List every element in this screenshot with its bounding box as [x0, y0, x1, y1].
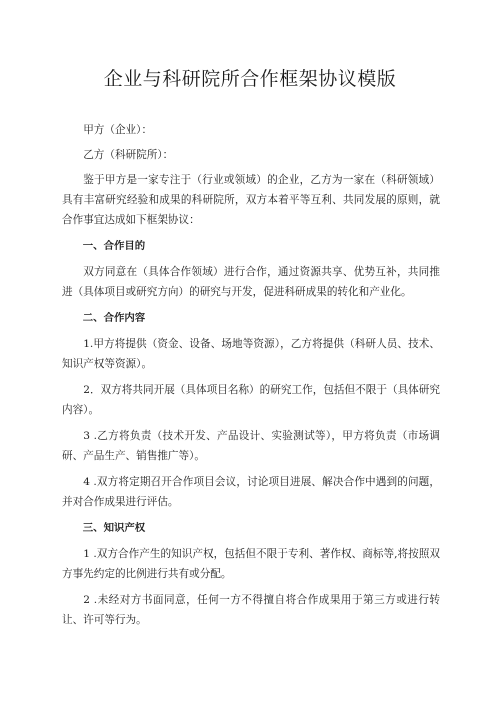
section-paragraph: 2 .未经对方书面同意，任何一方不得擅自将合作成果用于第三方或进行转让、许可等行为。: [62, 594, 440, 626]
section-heading: 二、合作内容: [82, 312, 146, 324]
document-body: [62, 120, 440, 636]
section-paragraph: 1.甲方将提供（资金、设备、场地等资源），乙方将提供（科研人员、技术、知识产权等资源）。: [62, 338, 440, 370]
section-paragraph: 3 .乙方将负责（技术开发、产品设计、实验测试等），甲方将负责（市场调研、产品生产、销售推广等）。: [62, 430, 440, 462]
section-paragraph: 1 .双方合作产生的知识产权，包括但不限于专利、著作权、商标等,将按照双方事先约定的比例进行共有或分配。: [62, 548, 440, 580]
preamble-paragraph: 鉴于甲方是一家专注于（行业或领域）的企业，乙方为一家在（科研领域）具有丰富研究经验和成果的科研院所，双方本着平等互利、共同发展的原则，就合作事宜达成如下框架协议：: [62, 174, 440, 226]
document-title: 企业与科研院所合作框架协议模版: [103, 68, 397, 90]
section-purpose: [62, 236, 440, 302]
section-ip: [62, 518, 440, 630]
party-a-line: 甲方（企业）：: [83, 124, 153, 136]
section-paragraph: 双方同意在（具体合作领域）进行合作，通过资源共享、优势互补，共同推进（具体项目或研究方向）的研究与开发，促进科研成果的转化和产业化。: [62, 266, 440, 298]
party-b-line: 乙方（科研院所）：: [83, 149, 174, 161]
section-paragraph: 4 .双方将定期召开合作项目会议，讨论项目进展、解决合作中遇到的问题，并对合作成果进行评估。: [62, 476, 440, 508]
section-content: [62, 308, 440, 512]
section-paragraph: 2．双方将共同开展（具体项目名称）的研究工作，包括但不限于（具体研究内容）。: [62, 384, 440, 416]
section-heading: 一、合作目的: [82, 240, 146, 252]
section-heading: 三、知识产权: [82, 522, 146, 534]
